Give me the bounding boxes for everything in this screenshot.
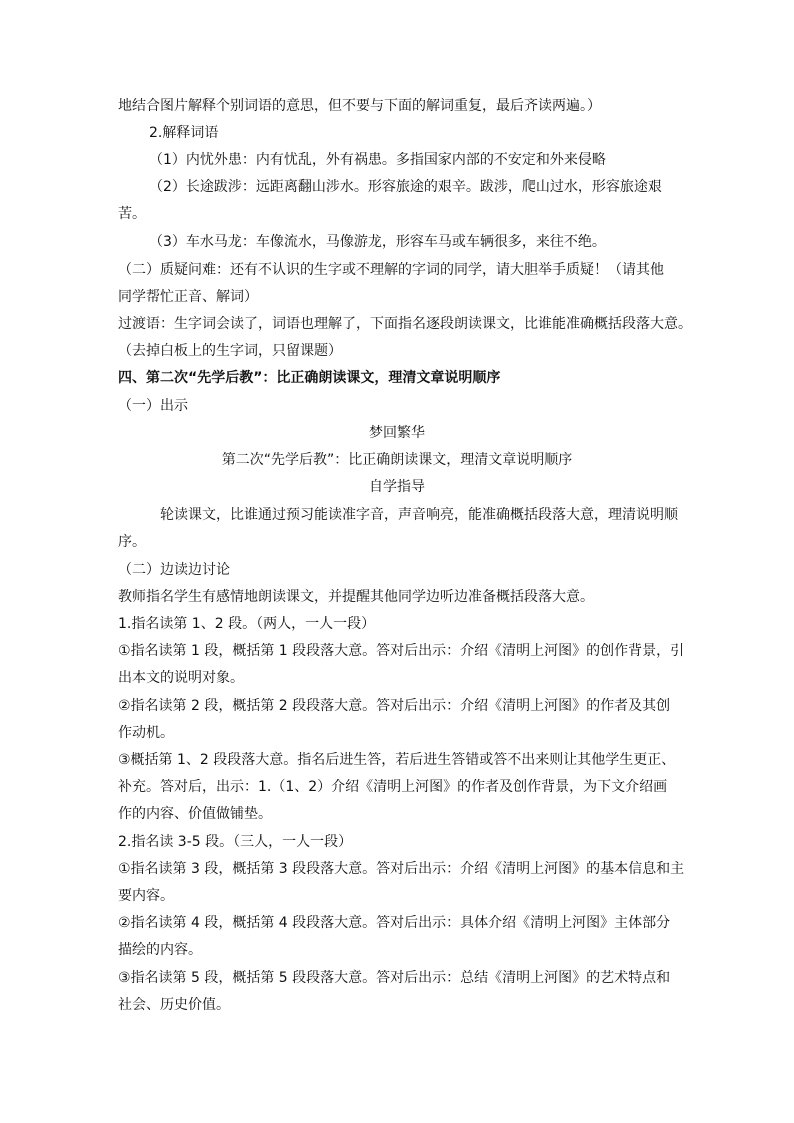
- text-line: ③概括第 1、2 段段落大意。指名后进生答，若后进生答错或答不出来则让其他学生更正、: [118, 752, 676, 768]
- text-line: 社会、历史价值。: [118, 997, 230, 1013]
- text-line: 作的内容、价值做铺垫。: [118, 806, 272, 822]
- text-line: （一）出示: [118, 398, 188, 414]
- text-line: 描绘的内容。: [118, 942, 202, 958]
- text-line: 苦。: [118, 206, 146, 222]
- text-line: （二）边读边讨论: [118, 562, 230, 578]
- text-line: 要内容。: [118, 888, 174, 904]
- text-line: ①指名读第 3 段，概括第 3 段段落大意。答对后出示：介绍《清明上河图》的基本信息和主: [118, 861, 685, 877]
- text-line: 1.指名读第 1、2 段。（两人，一人一段）: [118, 616, 376, 632]
- display-subtitle: 第二次“先学后教”：比正确朗读课文，理清文章说明顺序: [221, 452, 573, 468]
- text-line: 2.指名读 3-5 段。（三人，一人一段）: [118, 834, 353, 850]
- text-line: ③指名读第 5 段，概括第 5 段段落大意。答对后出示：总结《清明上河图》的艺术特点和: [118, 970, 671, 986]
- text-line: 地结合图片解释个别词语的意思，但不要与下面的解词重复，最后齐读两遍。）: [118, 98, 601, 114]
- text-line: （1）内忧外患：内有忧乱，外有祸患。多指国家内部的不安定和外来侵略: [149, 152, 606, 168]
- text-line: 出本文的说明对象。: [118, 670, 244, 686]
- text-line: ①指名读第 1 段，概括第 1 段段落大意。答对后出示：介绍《清明上河图》的创作背景，引: [118, 643, 685, 659]
- text-line: 轮读课文，比谁通过预习能读准字音，声音响亮，能准确概括段落大意，理清说明顺: [160, 507, 678, 523]
- text-line: 序。: [118, 534, 146, 550]
- text-line: 补充。答对后，出示：1.（1、2）介绍《清明上河图》的作者及创作背景，为下文介绍画: [118, 779, 668, 795]
- display-guide-title: 自学指导: [369, 479, 425, 495]
- text-line: （3）车水马龙：车像流水，马像游龙，形容车马或车辆很多，来往不绝。: [149, 234, 606, 250]
- text-line: ②指名读第 2 段，概括第 2 段段落大意。答对后出示：介绍《清明上河图》的作者及其创: [118, 698, 671, 714]
- text-line: 同学帮忙正音、解词）: [118, 289, 258, 305]
- text-line: （去掉白板上的生字词，只留课题）: [118, 343, 342, 359]
- text-line: ②指名读第 4 段，概括第 4 段段落大意。答对后出示：具体介绍《清明上河图》主体部分: [118, 915, 671, 931]
- text-line: 作动机。: [118, 725, 174, 741]
- display-title: 梦回繁华: [369, 425, 425, 441]
- section-heading: 四、第二次“先学后教”：比正确朗读课文，理清文章说明顺序: [118, 370, 501, 386]
- text-line: 教师指名学生有感情地朗读课文，并提醒其他同学边听边准备概括段落大意。: [118, 589, 594, 605]
- text-line: （2）长途跋涉：远距离翻山涉水。形容旅途的艰辛。跋涉，爬山过水，形容旅途艰: [149, 179, 662, 195]
- text-line: 过渡语：生字词会读了，词语也理解了，下面指名逐段朗读课文，比谁能准确概括段落大意。: [118, 316, 692, 332]
- text-line: （二）质疑问难：还有不认识的生字或不理解的字词的同学，请大胆举手质疑！（请其他: [118, 262, 664, 278]
- text-line: 2.解释词语: [149, 125, 219, 141]
